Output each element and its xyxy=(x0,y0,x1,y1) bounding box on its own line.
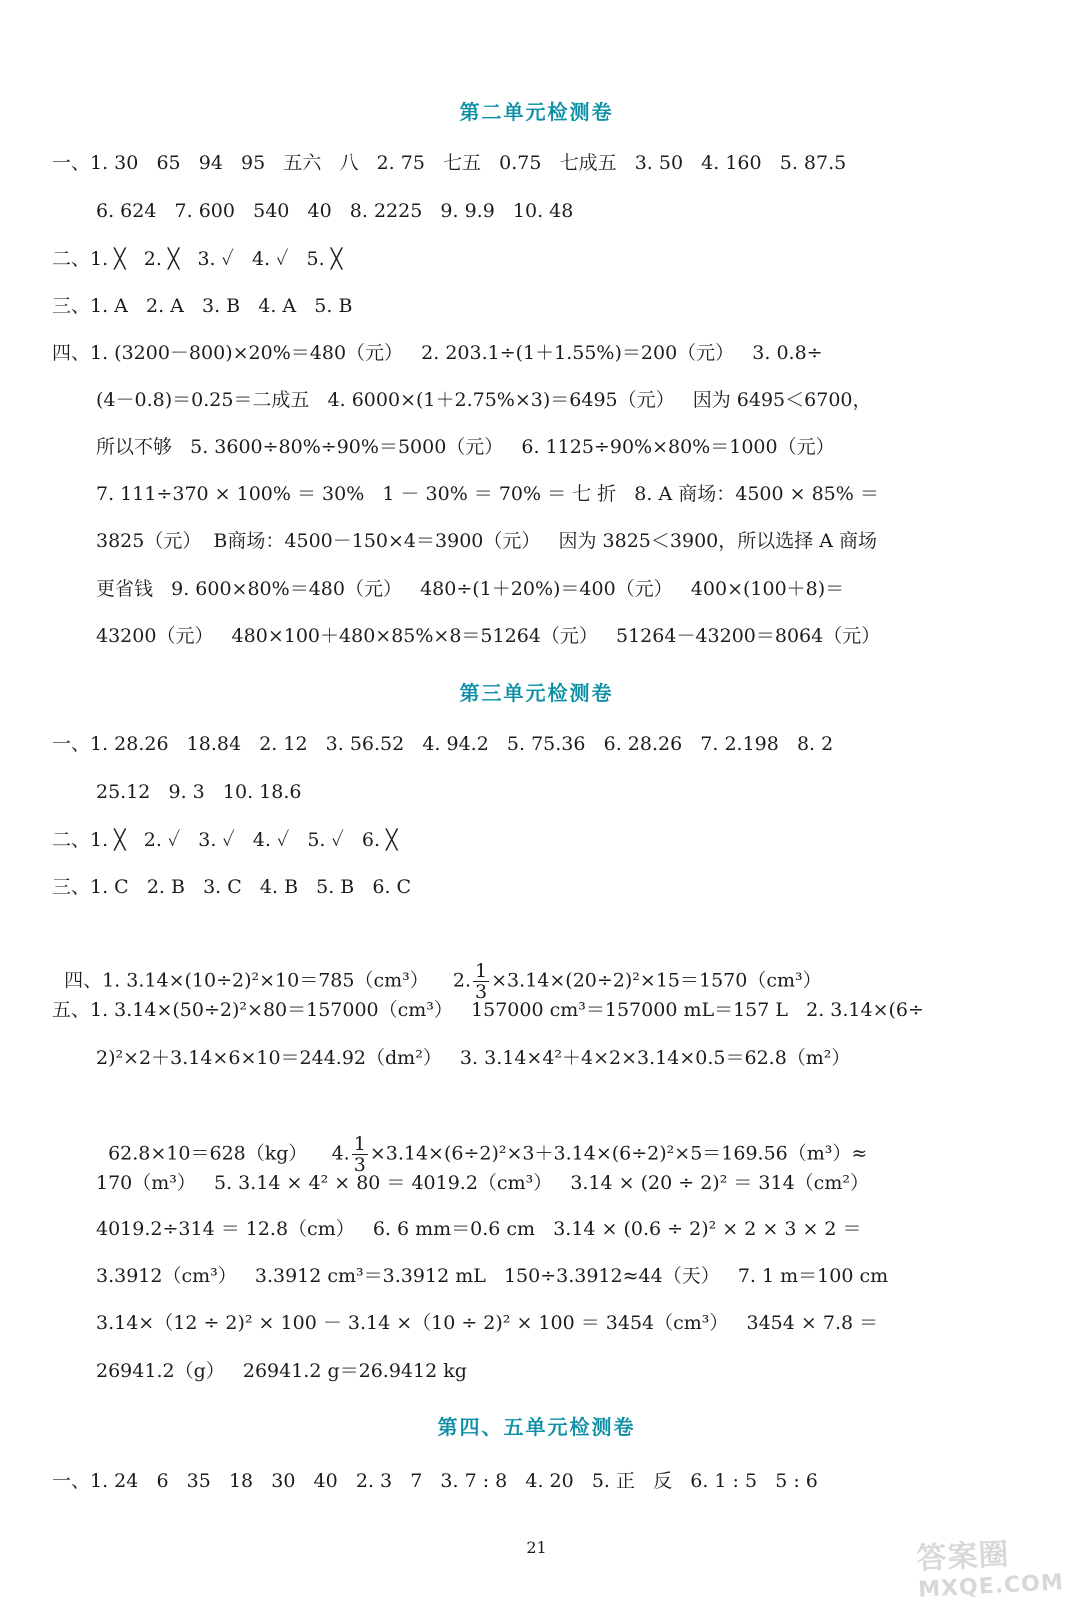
answer-line: 四、1. (3200－800)×20%＝480（元） 2. 203.1÷(1＋1.55%)＝200（元） 3. 0.8÷ xyxy=(52,342,823,364)
answer-line: 43200（元） 480×100＋480×85%×8＝51264（元） 51264－43200＝8064（元） xyxy=(96,625,881,647)
answer-line: 一、1. 28.26 18.84 2. 12 3. 56.52 4. 94.2 5. 75.36 6. 28.26 7. 2.198 8. 2 xyxy=(52,733,834,755)
answer-line: 7. 111÷370 × 100% ＝ 30% 1 － 30% ＝ 70% ＝ 七 折 8. A 商场：4500 × 85% ＝ xyxy=(96,483,879,505)
fraction-denominator: 3 xyxy=(353,1154,366,1176)
answer-text: 62.8×10＝628（kg） 4. xyxy=(108,1142,350,1165)
answer-line: 一、1. 24 6 35 18 30 40 2. 3 7 3. 7 : 8 4. 20 5. 正 反 6. 1 : 5 5 : 6 xyxy=(52,1470,818,1492)
answer-line: 3.3912（cm³） 3.3912 cm³＝3.3912 mL 150÷3.3912≈44（天） 7. 1 m＝100 cm xyxy=(96,1265,889,1287)
answer-line: 更省钱 9. 600×80%＝480（元） 480÷(1＋20%)＝400（元） 400×(100＋8)＝ xyxy=(96,578,845,600)
answer-line: 4019.2÷314 ＝ 12.8（cm） 6. 6 mm＝0.6 cm 3.14 × (0.6 ÷ 2)² × 2 × 3 × 2 ＝ xyxy=(96,1218,862,1240)
answer-line: 26941.2（g） 26941.2 g＝26.9412 kg xyxy=(96,1360,467,1382)
answer-line: 170（m³） 5. 3.14 × 4² × 80 ＝ 4019.2（cm³） 3.14 × (20 ÷ 2)² ＝ 314（cm²） xyxy=(96,1172,869,1194)
answer-line: 一、1. 30 65 94 95 五六 八 2. 75 七五 0.75 七成五 3. 50 4. 160 5. 87.5 xyxy=(52,152,847,174)
answer-line: 3825（元） B商场：4500－150×4＝3900（元） 因为 3825＜3900，所以选择 A 商场 xyxy=(96,530,878,552)
answer-text: ×3.14×(6÷2)²×3＋3.14×(6÷2)²×5＝169.56（m³）≈ xyxy=(369,1142,868,1165)
answer-line: 2)²×2＋3.14×6×10＝244.92（dm²） 3. 3.14×4²＋4×2×3.14×0.5＝62.8（m²） xyxy=(96,1047,851,1069)
answer-line: 6. 624 7. 600 540 40 8. 2225 9. 9.9 10. 48 xyxy=(96,200,574,222)
answer-line: 3.14×（12 ÷ 2)² × 100 － 3.14 ×（10 ÷ 2)² × 100 ＝ 3454（cm³） 3454 × 7.8 ＝ xyxy=(96,1312,879,1334)
answer-text: ×3.14×(20÷2)²×15＝1570（cm³） xyxy=(491,969,822,992)
answer-line: 三、1. A 2. A 3. B 4. A 5. B xyxy=(52,295,353,317)
watermark-logo: 答案圈 MXQE.COM xyxy=(916,1536,1065,1603)
fraction xyxy=(473,961,489,1002)
answer-line: 五、1. 3.14×(50÷2)²×80＝157000（cm³） 157000 cm³＝157000 mL＝157 L 2. 3.14×(6÷ xyxy=(52,999,924,1021)
answer-line: 二、1. ╳ 2. ╳ 3. ✓ 4. ✓ 5. ╳ xyxy=(52,248,343,270)
section-title-unit3: 第三单元检测卷 xyxy=(459,681,614,705)
fraction-denominator: 3 xyxy=(475,981,488,1003)
fraction-numerator: 1 xyxy=(353,1133,366,1155)
answer-text: 四、1. 3.14×(10÷2)²×10＝785（cm³） 2. xyxy=(64,969,472,992)
answer-line-with-fraction xyxy=(96,1108,868,1176)
section-title-unit45: 第四、五单元检测卷 xyxy=(437,1415,636,1439)
fraction-numerator: 1 xyxy=(475,960,488,982)
answer-line: 所以不够 5. 3600÷80%÷90%＝5000（元） 6. 1125÷90%×80%＝1000（元） xyxy=(96,436,835,458)
fraction xyxy=(352,1134,368,1175)
page-number: 21 xyxy=(526,1538,547,1557)
answer-line: 二、1. ╳ 2. ✓ 3. ✓ 4. ✓ 5. ✓ 6. ╳ xyxy=(52,829,398,851)
answer-line: 三、1. C 2. B 3. C 4. B 5. B 6. C xyxy=(52,876,412,898)
section-title-unit2: 第二单元检测卷 xyxy=(459,100,614,124)
answer-line: 25.12 9. 3 10. 18.6 xyxy=(96,781,302,803)
answer-line: (4－0.8)＝0.25＝二成五 4. 6000×(1＋2.75%×3)＝6495（元） 因为 6495＜6700， xyxy=(96,389,872,411)
answer-line-with-fraction xyxy=(52,935,822,1003)
